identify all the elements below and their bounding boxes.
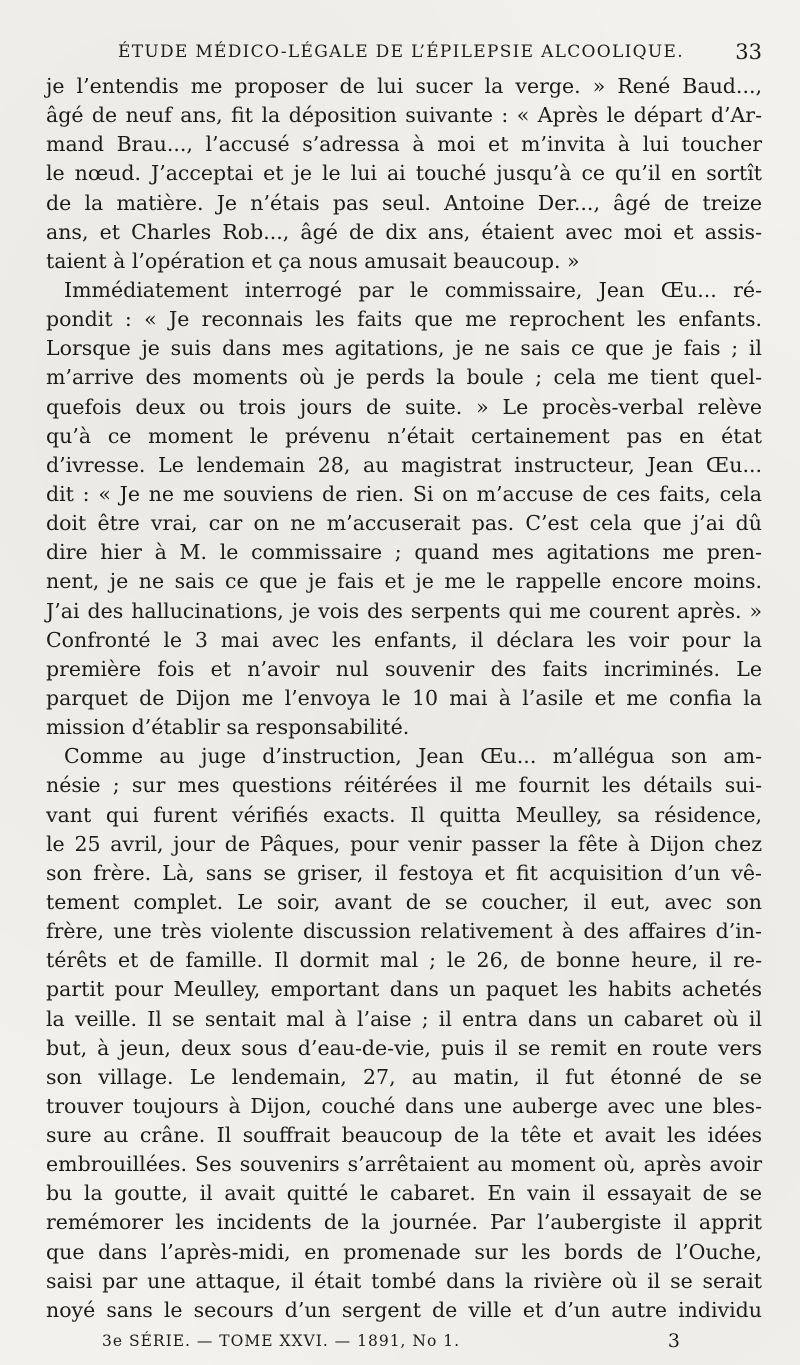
- text-line: m’arrive des moments où je perds la boule ; cela me tient quel-: [46, 365, 762, 390]
- text-line: dit : « Je ne me souviens de rien. Si on m’accuse de ces faits, cela: [46, 481, 762, 506]
- text-line: le nœud. J’acceptai et je le lui ai touché jusqu’à ce qu’il en sortît: [46, 161, 762, 186]
- text-line: sure au crâne. Il souffrait beaucoup de la tête et avait les idées: [46, 1123, 762, 1148]
- body-text: [46, 72, 762, 1325]
- text-line: térêts et de famille. Il dormit mal ; le 26, de bonne heure, il re-: [46, 948, 762, 973]
- text-line: embrouillées. Ses souvenirs s’arrêtaient au moment où, après avoir: [46, 1152, 762, 1177]
- page-number: 33: [735, 40, 762, 64]
- text-line: partit pour Meulley, emportant dans un paquet les habits achetés: [46, 977, 762, 1002]
- text-line: qu’à ce moment le prévenu n’était certainement pas en état: [46, 423, 762, 448]
- text-line: le 25 avril, jour de Pâques, pour venir passer la fête à Dijon chez: [46, 831, 762, 856]
- text-line: nent, je ne sais ce que je fais et je me le rappelle encore moins.: [46, 569, 762, 594]
- paragraph-start-line: Immédiatement interrogé par le commissaire, Jean Œu... ré-: [64, 277, 762, 302]
- text-line: mand Brau..., l’accusé s’adressa à moi et m’invita à lui toucher: [46, 132, 762, 157]
- text-line: tement complet. Le soir, avant de se coucher, il eut, avec son: [46, 889, 762, 914]
- text-line: parquet de Dijon me l’envoya le 10 mai à l’asile et me confia la: [46, 685, 762, 710]
- signature-mark: 3: [667, 1330, 680, 1352]
- text-line: noyé sans le secours d’un sergent de ville et d’un autre individu: [46, 1297, 762, 1322]
- text-line: je l’entendis me proposer de lui sucer la verge. » René Baud...,: [46, 74, 762, 98]
- running-head: [0, 40, 800, 70]
- text-line: J’ai des hallucinations, je vois des serpents qui me courent après. »: [46, 598, 762, 623]
- text-line: Confronté le 3 mai avec les enfants, il déclara les voir pour la: [46, 627, 762, 652]
- text-line: nésie ; sur mes questions réitérées il me fournit les détails sui-: [46, 773, 762, 798]
- text-line: de la matière. Je n’étais pas seul. Antoine Der..., âgé de treize: [46, 190, 762, 215]
- text-line: Lorsque je suis dans mes agitations, je ne sais ce que je fais ; il: [46, 336, 762, 361]
- series-info: 3e SÉRIE. — TOME XXVI. — 1891, No 1.: [102, 1332, 461, 1350]
- text-line: but, à jeun, deux sous d’eau-de-vie, puis il se remit en route vers: [46, 1035, 762, 1060]
- text-line: quefois deux ou trois jours de suite. » Le procès-verbal relève: [46, 394, 762, 419]
- text-line: son frère. Là, sans se griser, il festoya et fit acquisition d’un vê-: [46, 860, 762, 885]
- paragraph-start-line: Comme au juge d’instruction, Jean Œu... m’allégua son am-: [64, 744, 762, 769]
- text-line: saisi par une attaque, il était tombé dans la rivière où il se serait: [46, 1268, 762, 1293]
- text-line: pondit : « Je reconnais les faits que me reprochent les enfants.: [46, 307, 762, 332]
- text-line: âgé de neuf ans, fit la déposition suivante : « Après le départ d’Ar-: [46, 103, 762, 128]
- text-line: remémorer les incidents de la journée. Par l’aubergiste il apprit: [46, 1210, 762, 1235]
- text-line: que dans l’après-midi, en promenade sur les bords de l’Ouche,: [46, 1239, 762, 1264]
- running-title: ÉTUDE MÉDICO-LÉGALE DE L’ÉPILEPSIE ALCOOLIQUE.: [118, 42, 684, 62]
- text-line: son village. Le lendemain, 27, au matin, il fut étonné de se: [46, 1064, 762, 1089]
- text-line: d’ivresse. Le lendemain 28, au magistrat instructeur, Jean Œu...: [46, 452, 762, 477]
- text-line: ans, et Charles Rob..., âgé de dix ans, étaient avec moi et assis-: [46, 219, 762, 244]
- text-line: première fois et n’avoir nul souvenir des faits incriminés. Le: [46, 656, 762, 681]
- text-line: frère, une très violente discussion relativement à des affaires d’in-: [46, 919, 762, 944]
- text-line: la veille. Il se sentait mal à l’aise ; il entra dans un cabaret où il: [46, 1006, 762, 1031]
- text-line: mission d’établir sa responsabilité.: [46, 715, 410, 740]
- page-footer: [0, 1330, 800, 1358]
- text-line: trouver toujours à Dijon, couché dans une auberge avec une bles-: [46, 1093, 762, 1118]
- text-line: vant qui furent vérifiés exacts. Il quitta Meulley, sa résidence,: [46, 802, 762, 827]
- text-line: taient à l’opération et ça nous amusait beaucoup. »: [46, 248, 580, 273]
- text-line: doit être vrai, car on ne m’accuserait pas. C’est cela que j’ai dû: [46, 511, 762, 536]
- text-line: bu la goutte, il avait quitté le cabaret. En vain il essayait de se: [46, 1181, 762, 1206]
- text-line: dire hier à M. le commissaire ; quand mes agitations me pren-: [46, 540, 762, 565]
